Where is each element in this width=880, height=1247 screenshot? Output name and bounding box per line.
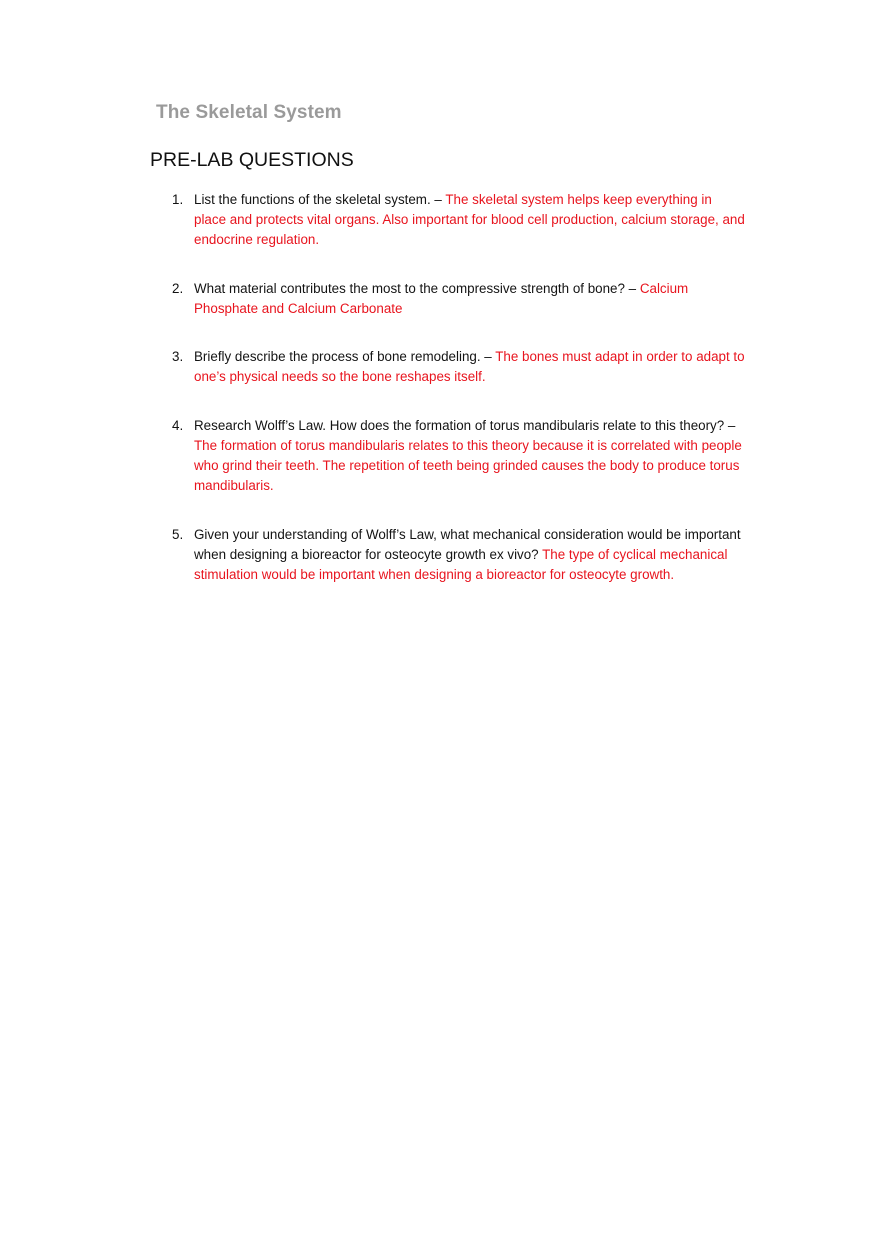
answer-text: Calcium Phosphate and Calcium Carbonate [194, 281, 689, 316]
question-number: 5. [172, 527, 184, 542]
answer-text: The bones must adapt in order to adapt to one’s physical needs so the bone reshapes itself. [194, 349, 745, 384]
question-list [170, 190, 745, 585]
document-title: The Skeletal System [156, 102, 342, 123]
question-number: 3. [172, 349, 184, 364]
question-text: Given your understanding of Wolff’s Law, what mechanical consideration would be important when designing a bioreactor for osteocyte growth ex vivo? [194, 527, 741, 562]
question-number: 1. [172, 192, 184, 207]
question-number: 4. [172, 418, 184, 433]
question-item [170, 525, 745, 585]
question-number: 2. [172, 281, 184, 296]
answer-text: The type of cyclical mechanical stimulation would be important when designing a bioreactor for osteocyte growth. [194, 547, 728, 582]
question-text: What material contributes the most to the compressive strength of bone? – [194, 281, 640, 296]
question-text: Briefly describe the process of bone remodeling. – [194, 349, 496, 364]
answer-text: The formation of torus mandibularis relates to this theory because it is correlated with people who grind their teeth. The repetition of teeth being grinded causes the body to produce torus mandibularis. [194, 438, 742, 493]
question-item [170, 190, 745, 250]
question-item [170, 279, 745, 319]
section-heading: PRE-LAB QUESTIONS [150, 149, 354, 171]
answer-text: The skeletal system helps keep everything in place and protects vital organs. Also important for blood cell production, calcium storage, and endocrine regulation. [194, 192, 745, 247]
question-item [170, 416, 745, 496]
question-text: Research Wolff’s Law. How does the formation of torus mandibularis relate to this theory? – [194, 418, 736, 433]
question-item [170, 347, 745, 387]
question-text: List the functions of the skeletal system. – [194, 192, 446, 207]
